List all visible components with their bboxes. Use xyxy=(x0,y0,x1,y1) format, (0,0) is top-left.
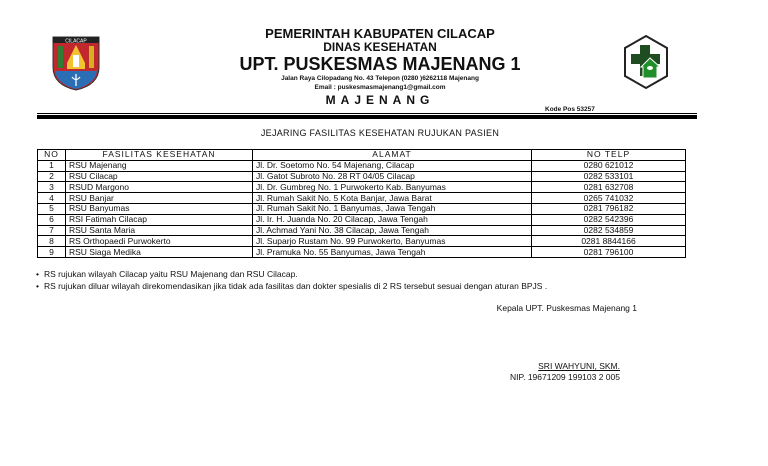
row-phone: 0265 741032 xyxy=(532,193,686,204)
row-no: 2 xyxy=(38,171,66,182)
row-facility: RSI Fatimah Cilacap xyxy=(66,214,253,225)
header-no: NO xyxy=(38,150,66,161)
row-address: Jl. Rumah Sakit No. 5 Kota Banjar, Jawa Barat xyxy=(253,193,532,204)
header-phone: NO TELP xyxy=(532,150,686,161)
row-address: Jl. Rumah Sakit No. 1 Banyumas, Jawa Tengah xyxy=(253,203,532,214)
row-no: 1 xyxy=(38,160,66,171)
row-address: Jl. Suparjo Rustam No. 99 Purwokerto, Banyumas xyxy=(253,236,532,247)
table-header-row xyxy=(38,150,686,161)
row-address: Jl. Dr. Gumbreg No. 1 Purwokerto Kab. Banyumas xyxy=(253,182,532,193)
table-row xyxy=(38,193,686,204)
row-phone: 0282 533101 xyxy=(532,171,686,182)
row-facility: RSU Siaga Medika xyxy=(66,247,253,258)
table-row xyxy=(38,247,686,258)
table-row xyxy=(38,214,686,225)
header-divider-thick xyxy=(37,115,697,119)
signatory-position: Kepala UPT. Puskesmas Majenang 1 xyxy=(496,303,637,313)
government-name: PEMERINTAH KABUPATEN CILACAP xyxy=(265,26,495,41)
svg-text:CILACAP: CILACAP xyxy=(65,38,87,45)
table-row xyxy=(38,203,686,214)
row-no: 5 xyxy=(38,203,66,214)
row-no: 6 xyxy=(38,214,66,225)
row-phone: 0282 542396 xyxy=(532,214,686,225)
table-row xyxy=(38,171,686,182)
header-divider-thin xyxy=(37,113,697,114)
row-phone: 0280 621012 xyxy=(532,160,686,171)
row-address: Jl. Gatot Subroto No. 28 RT 04/05 Cilacap xyxy=(253,171,532,182)
table-row xyxy=(38,182,686,193)
row-phone: 0282 534859 xyxy=(532,225,686,236)
department-name: DINAS KESEHATAN xyxy=(323,40,437,54)
row-address: Jl. Pramuka No. 55 Banyumas, Jawa Tengah xyxy=(253,247,532,258)
row-phone: 0281 8844166 xyxy=(532,236,686,247)
note-item: • RS rujukan diluar wilayah direkomendasikan jika tidak ada fasilitas dan dokter spesialis di 2 RS tersebut sesuai dengan aturan BPJS . xyxy=(36,280,547,292)
row-no: 9 xyxy=(38,247,66,258)
row-address: Jl. Achmad Yani No. 38 Cilacap, Jawa Tengah xyxy=(253,225,532,236)
header-facility: FASILITAS KESEHATAN xyxy=(66,150,253,161)
row-facility: RSU Banyumas xyxy=(66,203,253,214)
row-no: 8 xyxy=(38,236,66,247)
row-no: 7 xyxy=(38,225,66,236)
header-address: ALAMAT xyxy=(253,150,532,161)
row-phone: 0281 796100 xyxy=(532,247,686,258)
signatory-name: SRI WAHYUNI, SKM. xyxy=(538,361,620,371)
table-row xyxy=(38,236,686,247)
row-facility: RSU Cilacap xyxy=(66,171,253,182)
postal-code: Kode Pos 53257 xyxy=(545,106,595,113)
row-phone: 0281 796182 xyxy=(532,203,686,214)
document-title: JEJARING FASILITAS KESEHATAN RUJUKAN PASIEN xyxy=(260,128,500,138)
note-item: • RS rujukan wilayah Cilacap yaitu RSU Majenang dan RSU Cilacap. xyxy=(36,268,547,280)
row-address: Jl. Dr. Soetomo No. 54 Majenang, Cilacap xyxy=(253,160,532,171)
cilacap-crest-logo xyxy=(52,33,100,91)
table-row xyxy=(38,160,686,171)
puskesmas-logo xyxy=(623,34,669,90)
row-facility: RS Orthopaedi Purwokerto xyxy=(66,236,253,247)
institution-name: UPT. PUSKESMAS MAJENANG 1 xyxy=(239,54,521,74)
row-facility: RSU Santa Maria xyxy=(66,225,253,236)
city-name: MAJENANG xyxy=(325,93,435,107)
row-phone: 0281 632708 xyxy=(532,182,686,193)
row-facility: RSUD Margono xyxy=(66,182,253,193)
row-facility: RSU Majenang xyxy=(66,160,253,171)
table-row xyxy=(38,225,686,236)
signatory-nip: NIP. 19671209 199103 2 005 xyxy=(510,372,620,382)
notes-list xyxy=(36,268,547,292)
email-line: Email : puskesmasmajenang1@gmail.com xyxy=(314,84,446,91)
row-no: 4 xyxy=(38,193,66,204)
address-line: Jalan Raya Cilopadang No. 43 Telepon (0280 )6262118 Majenang xyxy=(281,75,479,82)
referral-table xyxy=(37,149,686,258)
row-no: 3 xyxy=(38,182,66,193)
row-address: Jl. Ir. H. Juanda No. 20 Cilacap, Jawa Tengah xyxy=(253,214,532,225)
row-facility: RSU Banjar xyxy=(66,193,253,204)
